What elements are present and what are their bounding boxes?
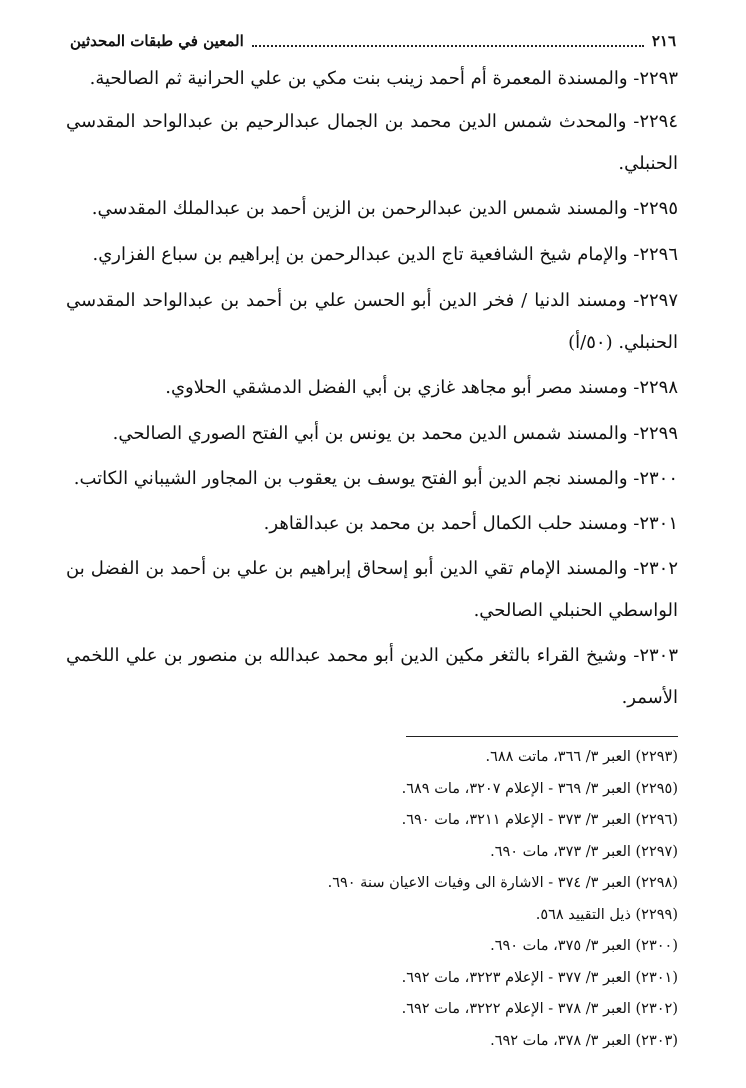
entry-2297: ٢٢٩٧- ومسند الدنيا / فخر الدين أبو الحسن علي بن أحمد بن عبدالواحد المقدسي الحنبلي. (٥٠/أ) bbox=[66, 290, 678, 353]
entry-2301: ٢٣٠١- ومسند حلب الكمال أحمد بن محمد بن عبدالقاهر. bbox=[263, 513, 678, 534]
footnote-2302: (٢٣٠٢) العبر ٣/ ٣٧٨ - الإعلام ٣٢٢٢، مات ٦٩٢. bbox=[401, 1001, 678, 1017]
entries-list bbox=[66, 58, 678, 719]
footnote-2299: (٢٢٩٩) ذيل التقييد ٥٦٨. bbox=[535, 906, 678, 923]
footnote-2293: (٢٢٩٣) العبر ٣/ ٣٦٦، ماتت ٦٨٨. bbox=[485, 749, 678, 765]
entry-2295: ٢٢٩٥- والمسند شمس الدين عبدالرحمن بن الزين أحمد بن عبدالملك المقدسي. bbox=[91, 198, 678, 219]
footnote-2295: (٢٢٩٥) العبر ٣/ ٣٦٩ - الإعلام ٣٢٠٧، مات ٦٨٩. bbox=[401, 780, 678, 797]
running-title: المعين في طبقات المحدثين bbox=[70, 32, 244, 50]
footnote-2297: (٢٢٩٧) العبر ٣/ ٣٧٣، مات ٦٩٠. bbox=[490, 843, 678, 860]
footnote-2296: (٢٢٩٦) العبر ٣/ ٣٧٣ - الإعلام ٣٢١١، مات ٦٩٠. bbox=[401, 812, 678, 828]
footnote-2303: (٢٣٠٣) العبر ٣/ ٣٧٨، مات ٦٩٢. bbox=[490, 1032, 678, 1049]
footnote-2298: (٢٢٩٨) العبر ٣/ ٣٧٤ - الاشارة الى وفيات الاعيان سنة ٦٩٠. bbox=[327, 875, 678, 891]
footnote-2301: (٢٣٠١) العبر ٣/ ٣٧٧ - الإعلام ٣٢٢٣، مات ٦٩٢. bbox=[401, 969, 678, 986]
entry-2300: ٢٣٠٠- والمسند نجم الدين أبو الفتح يوسف بن يعقوب بن المجاور الشيباني الكاتب. bbox=[73, 468, 678, 489]
entry-2299: ٢٢٩٩- والمسند شمس الدين محمد بن يونس بن أبي الفتح الصوري الصالحي. bbox=[112, 423, 678, 444]
page-header bbox=[70, 28, 676, 54]
entry-2298: ٢٢٩٨- ومسند مصر أبو مجاهد غازي بن أبي الفضل الدمشقي الحلاوي. bbox=[165, 377, 678, 398]
entry-2302: ٢٣٠٢- والمسند الإمام تقي الدين أبو إسحاق إبراهيم بن علي بن أحمد بن الفضل بن الواسطي الحنبلي الصالحي. bbox=[66, 558, 678, 621]
entry-2303: ٢٣٠٣- وشيخ القراء بالثغر مكين الدين أبو محمد عبدالله بن منصور بن علي اللخمي الأسمر. bbox=[66, 645, 678, 708]
footnotes-list bbox=[150, 742, 678, 1057]
leader-dots bbox=[252, 35, 644, 47]
footnote-2300: (٢٣٠٠) العبر ٣/ ٣٧٥، مات ٦٩٠. bbox=[490, 938, 678, 954]
footnote-separator bbox=[406, 736, 678, 737]
entry-2293: ٢٢٩٣- والمسندة المعمرة أم أحمد زينب بنت مكي بن علي الحرانية ثم الصالحية. bbox=[89, 68, 678, 89]
entry-2296: ٢٢٩٦- والإمام شيخ الشافعية تاج الدين عبدالرحمن بن إبراهيم بن سباع الفزاري. bbox=[92, 244, 678, 265]
entry-2294: ٢٢٩٤- والمحدث شمس الدين محمد بن الجمال عبدالرحيم بن عبدالواحد المقدسي الحنبلي. bbox=[66, 111, 678, 174]
page-number: ٢١٦ bbox=[651, 32, 676, 50]
